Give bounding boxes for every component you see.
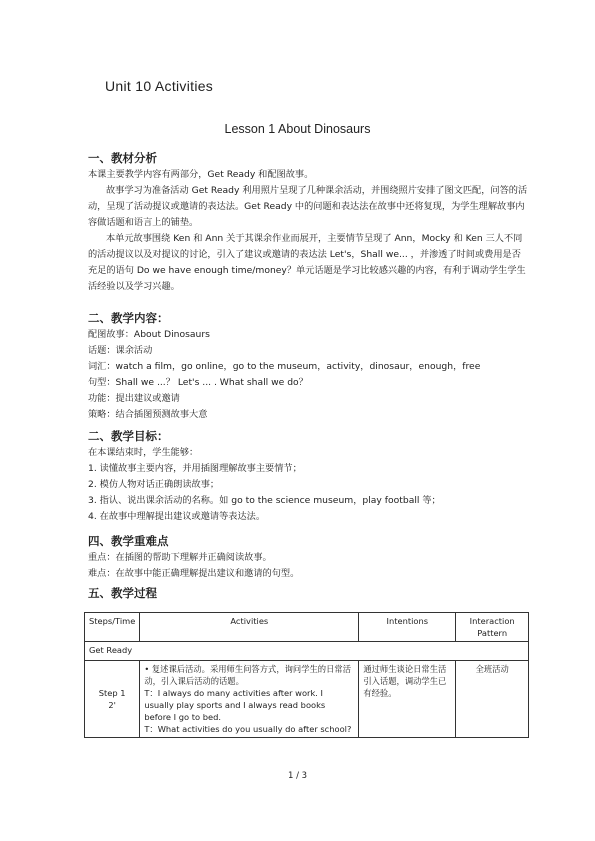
objective-line: 2. 模仿人物对话正确朗读故事； xyxy=(88,479,220,490)
content-line: 话题：课余活动 xyxy=(88,345,153,356)
objective-line: 3. 指认、说出课余活动的名称。如 go to the science museum，play football 等； xyxy=(88,495,441,506)
section-heading: 四、教学重难点 xyxy=(88,534,169,548)
step-time: 2' xyxy=(108,700,116,710)
content-line: 策略：结合插图预测故事大意 xyxy=(88,409,208,420)
table-section-cell: Get Ready xyxy=(85,642,529,661)
content-line: 功能：提出建议或邀请 xyxy=(88,393,180,404)
table-row xyxy=(85,642,529,661)
column-header: Intentions xyxy=(359,613,456,642)
objective-line: 在本课结束时，学生能够： xyxy=(88,447,199,458)
section-key-points xyxy=(88,533,528,582)
paragraph: 本课主要教学内容有两部分，Get Ready 和配图故事。 xyxy=(88,169,314,180)
activity-line: • 复述课后活动。采用师生问答方式，询问学生的日常活动，引入课后活动的话题。 xyxy=(144,664,351,686)
section-analysis xyxy=(88,150,528,295)
unit-title: Unit 10 Activities xyxy=(105,78,214,94)
column-header: Interaction Pattern xyxy=(456,613,529,642)
process-table xyxy=(84,612,529,738)
objective-line: 1. 读懂故事主要内容，并用插图理解故事主要情节； xyxy=(88,463,302,474)
section-heading: 二、教学目标： xyxy=(88,429,169,443)
step-cell xyxy=(85,661,140,738)
page-number: 1 / 3 xyxy=(287,771,308,781)
activity-line: T：I always do many activities after work. I usually play sports and I always read books before I go to bed. xyxy=(144,688,326,722)
pattern-cell: 全班活动 xyxy=(456,661,529,738)
column-header: Activities xyxy=(140,613,359,642)
section-heading: 一、教材分析 xyxy=(88,151,157,165)
section-heading: 五、教学过程 xyxy=(88,586,157,600)
activity-line: T：What activities do you usually do after school? xyxy=(144,724,352,734)
table-header-row xyxy=(85,613,529,642)
section-heading: 二、教学内容： xyxy=(88,311,169,325)
lesson-title: Lesson 1 About Dinosaurs xyxy=(224,122,371,136)
paragraph: 故事学习为准备活动 Get Ready 利用照片呈现了几种课余活动，并围绕照片安排了图文匹配，问答的活动，呈现了活动提议或邀请的表达法。Get Ready 中的问题和表达法在故事中还将复现，为学生理解故事内容做话题和语言上的铺垫。 xyxy=(88,185,528,228)
section-content xyxy=(88,310,528,423)
activities-cell xyxy=(140,661,359,738)
table-row xyxy=(85,661,529,738)
section-process xyxy=(88,585,528,602)
intention-cell: 通过师生谈论日常生活引入话题，调动学生已有经验。 xyxy=(359,661,456,738)
objective-line: 4. 在故事中理解提出建议或邀请等表达法。 xyxy=(88,511,266,522)
section-objectives xyxy=(88,428,528,525)
key-point-line: 重点：在插图的帮助下理解并正确阅读故事。 xyxy=(88,552,272,563)
content-line: 配图故事：About Dinosaurs xyxy=(88,329,210,340)
paragraph: 本单元故事围绕 Ken 和 Ann 关于其课余作业而展开，主要情节呈现了 Ann，Mocky 和 Ken 三人不同的活动提议以及对提议的讨论，引入了建议或邀请的表达法 Let's，Shall we... ，并渗透了时间或费用是否充足的语句 Do we have enough time/money？单元话题是学习比较感兴趣的内容，有利于调动学生学生活经验以及学习兴趣。 xyxy=(88,233,526,292)
key-point-line: 难点：在故事中能正确理解提出建议和邀请的句型。 xyxy=(88,568,300,579)
step-label: Step 1 xyxy=(98,688,126,698)
column-header: Steps/Time xyxy=(85,613,140,642)
content-line: 词汇：watch a film，go online，go to the museum，activity，dinosaur，enough，free xyxy=(88,361,481,372)
content-line: 句型：Shall we ...？ Let's ... . What shall we do？ xyxy=(88,377,308,388)
